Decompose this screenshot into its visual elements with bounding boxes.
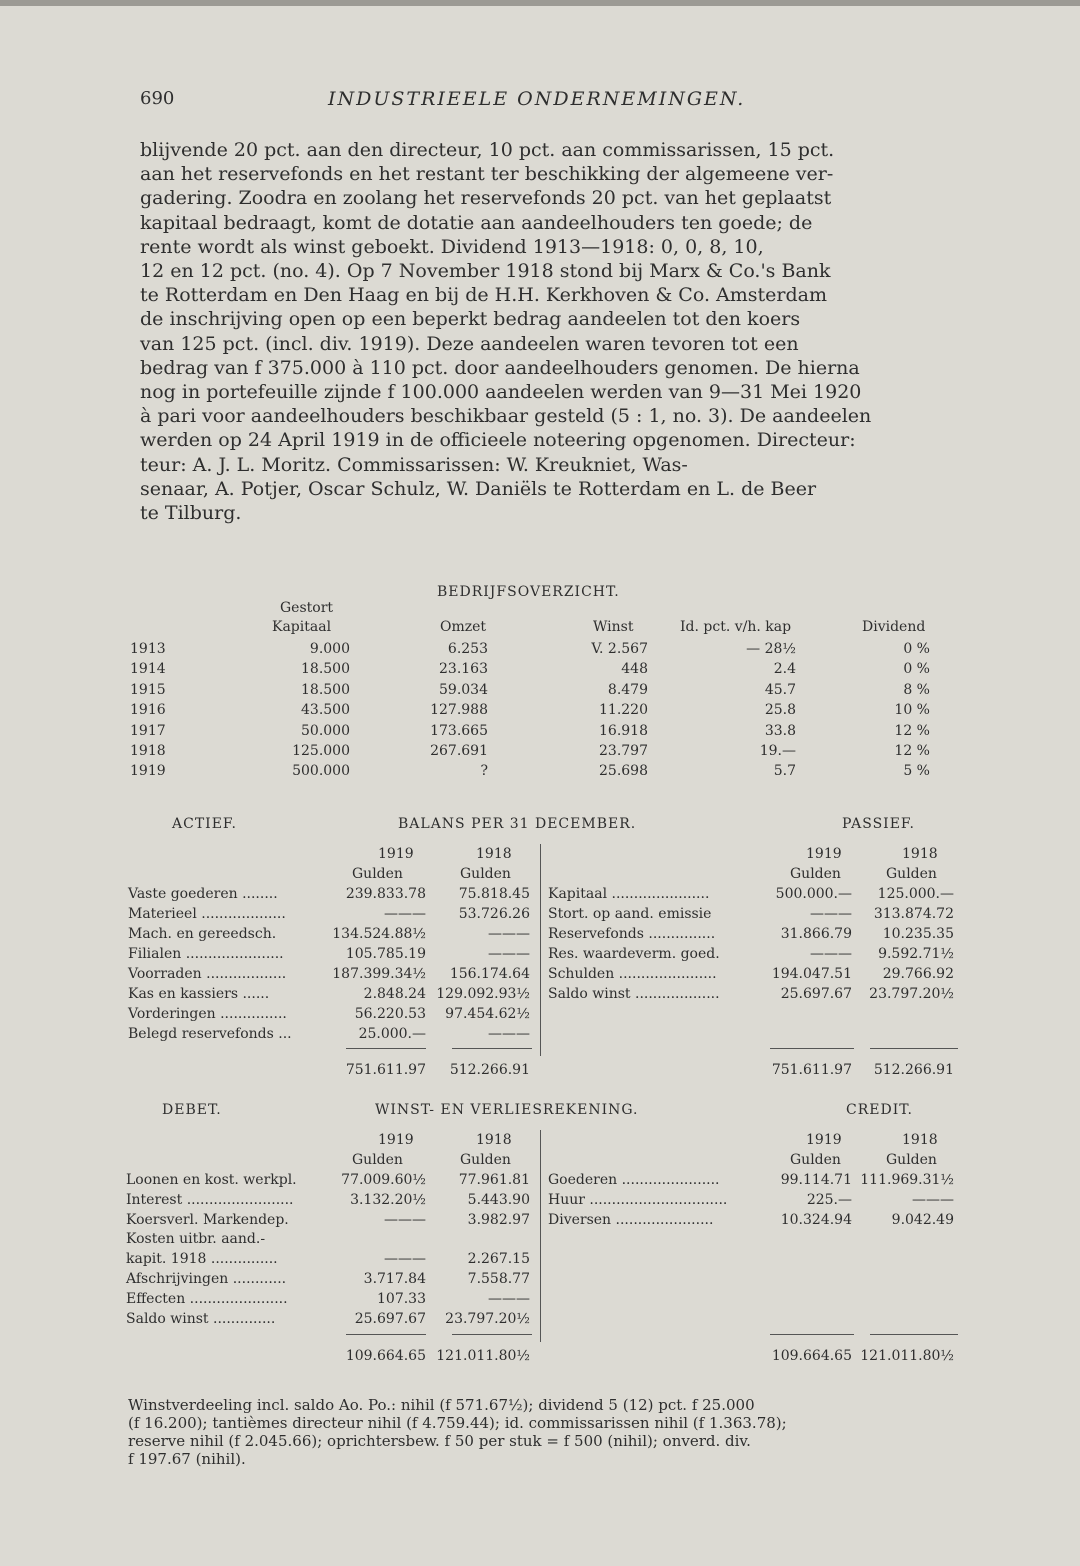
wv-total-credit-1918: 121.011.80½ [860, 1348, 954, 1364]
overzicht-dividend: 5 % [903, 763, 930, 780]
overzicht-winst: 23.797 [599, 743, 648, 759]
overzicht-dividend: 12 % [894, 743, 930, 759]
actief-1918: ——— [488, 946, 530, 962]
passief-1919: ——— [810, 946, 852, 962]
overzicht-dividend: 8 % [903, 681, 930, 698]
debet-label: Koersverl. Markendep. [126, 1211, 289, 1228]
rule [770, 1048, 854, 1049]
overzicht-pct: 45.7 [764, 681, 796, 698]
debet-label: Kosten uitbr. aand.- [126, 1231, 266, 1248]
debet-label: Loonen en kost. werkpl. [126, 1172, 297, 1188]
overzicht-kapitaal: 9.000 [309, 641, 350, 657]
actief-label: Kas en kassiers ...... [128, 986, 270, 1002]
balans-unit-right-1: Gulden [790, 866, 841, 882]
credit-1919: 99.114.71 [780, 1172, 852, 1188]
overzicht-winst: 448 [621, 661, 648, 678]
actief-1918: 53.726.26 [458, 906, 530, 922]
body-line: teur: A. J. L. Moritz. Commissarissen: W. Kreukniet, Was- [140, 453, 688, 476]
passief-label: Schulden ...................... [548, 966, 717, 982]
overzicht-omzet: 127.988 [430, 702, 488, 719]
wv-title: WINST- EN VERLIESREKENING. [375, 1102, 639, 1118]
debet-1918: 7.558.77 [467, 1271, 530, 1287]
wv-total-debet-1919: 109.664.65 [345, 1348, 426, 1364]
overzicht-omzet: ? [480, 763, 488, 780]
wv-year-1919-left: 1919 [378, 1132, 414, 1148]
debet-1919: 3.717.84 [363, 1271, 426, 1287]
overzicht-pct: 25.8 [764, 702, 796, 719]
debet-1919: 3.132.20½ [350, 1191, 426, 1208]
passief-label: Res. waardeverm. goed. [548, 946, 720, 962]
body-line: de inschrijving open op een beperkt bedrag aandeelen tot den koers [140, 308, 801, 331]
debet-1919: ——— [384, 1211, 426, 1228]
actief-1918: ——— [488, 1026, 530, 1042]
debet-1919: 77.009.60½ [341, 1172, 426, 1188]
passief-1919: 25.697.67 [780, 986, 852, 1002]
debet-label: Interest ........................ [126, 1191, 294, 1208]
passief-label: Stort. op aand. emissie [548, 906, 712, 922]
rule [452, 1334, 532, 1335]
balans-passief-head: PASSIEF. [842, 816, 915, 832]
actief-label: Mach. en gereedsch. [128, 926, 277, 942]
balans-unit-right-2: Gulden [886, 866, 937, 882]
debet-1919: 107.33 [377, 1290, 426, 1307]
body-line: à pari voor aandeelhouders beschikbaar gesteld (5 : 1, no. 3). De aandeelen [140, 405, 872, 428]
footer-line: reserve nihil (f 2.045.66); oprichtersbew. f 50 per stuk = f 500 (nihil); onverd. div. [128, 1432, 751, 1450]
actief-1919: 187.399.34½ [332, 966, 426, 982]
body-line: werden op 24 April 1919 in de officieele noteering opgenomen. Directeur: [140, 429, 856, 452]
overzicht-pct: 5.7 [773, 763, 796, 780]
actief-1919: 105.785.19 [345, 946, 426, 962]
body-line: te Tilburg. [140, 502, 242, 525]
overzicht-year: 1917 [130, 722, 166, 739]
passief-1919: 500.000.— [775, 886, 852, 902]
balans-unit-left-2: Gulden [460, 866, 511, 882]
overzicht-winst: 8.479 [607, 681, 648, 698]
overzicht-header-omzet: Omzet [440, 619, 487, 635]
credit-1918: 111.969.31½ [860, 1172, 954, 1188]
credit-label: Diversen ...................... [548, 1211, 714, 1228]
actief-1919: 239.833.78 [345, 886, 426, 902]
footer-line: f 197.67 (nihil). [128, 1450, 246, 1468]
wv-debet-head: DEBET. [162, 1102, 222, 1118]
rule [770, 1334, 854, 1335]
passief-1918: 23.797.20½ [869, 986, 954, 1002]
passief-label: Saldo winst ................... [548, 986, 720, 1002]
running-title: INDUSTRIEELE ONDERNEMINGEN. [328, 88, 746, 110]
rule [870, 1334, 958, 1335]
actief-label: Filialen ...................... [128, 946, 284, 962]
passief-1918: 125.000.— [877, 886, 954, 902]
body-line: 12 en 12 pct. (no. 4). Op 7 November 1918 stond bij Marx & Co.'s Bank [140, 260, 831, 283]
overzicht-winst: V. 2.567 [591, 641, 648, 657]
rule [346, 1048, 426, 1049]
actief-1918: ——— [488, 926, 530, 942]
body-line: bedrag van f 375.000 à 110 pct. door aandeelhouders genomen. De hierna [140, 356, 860, 379]
overzicht-omzet: 173.665 [430, 722, 488, 739]
overzicht-omzet: 23.163 [439, 661, 488, 678]
overzicht-winst: 25.698 [599, 763, 648, 780]
credit-1918: ——— [912, 1191, 954, 1208]
overzicht-year: 1914 [130, 661, 166, 678]
debet-label: Effecten ...................... [126, 1290, 288, 1307]
wv-unit-left-2: Gulden [460, 1152, 511, 1168]
actief-1919: 134.524.88½ [332, 926, 426, 942]
overzicht-winst: 16.918 [599, 722, 648, 739]
passief-1918: 9.592.71½ [878, 946, 954, 962]
balans-total-passief-1918: 512.266.91 [873, 1062, 954, 1078]
overzicht-pct: 2.4 [773, 661, 796, 678]
actief-label: Materieel ................... [128, 906, 286, 922]
passief-label: Reservefonds ............... [548, 926, 716, 942]
rule [870, 1048, 958, 1049]
balans-total-actief-1919: 751.611.97 [345, 1062, 426, 1078]
overzicht-dividend: 0 % [903, 641, 930, 657]
body-line: kapitaal bedraagt, komt de dotatie aan aandeelhouders ten goede; de [140, 211, 813, 234]
overzicht-winst: 11.220 [599, 702, 648, 719]
overzicht-year: 1915 [130, 681, 166, 698]
wv-divider [540, 1130, 541, 1342]
actief-label: Vaste goederen ........ [128, 886, 278, 902]
overzicht-header-winst: Winst [593, 619, 634, 635]
balans-unit-left-1: Gulden [352, 866, 403, 882]
debet-1918: 2.267.15 [467, 1251, 530, 1268]
actief-label: Vorderingen ............... [128, 1006, 287, 1022]
balans-year-1919-right: 1919 [806, 846, 842, 862]
overzicht-kapitaal: 18.500 [301, 661, 350, 678]
actief-1919: 56.220.53 [354, 1006, 426, 1022]
balans-divider [540, 844, 541, 1056]
body-line: rente wordt als winst geboekt. Dividend 1913—1918: 0, 0, 8, 10, [140, 235, 764, 258]
body-line: senaar, A. Potjer, Oscar Schulz, W. Daniëls te Rotterdam en L. de Beer [140, 477, 817, 500]
actief-1918: 156.174.64 [449, 966, 530, 982]
footer-line: Winstverdeeling incl. saldo Ao. Po.: nihil (f 571.67½); dividend 5 (12) pct. f 25.000 [128, 1396, 755, 1414]
debet-1919: 25.697.67 [354, 1310, 426, 1327]
overzicht-kapitaal: 125.000 [292, 743, 350, 759]
wv-total-debet-1918: 121.011.80½ [436, 1348, 530, 1364]
debet-1918: 5.443.90 [467, 1191, 530, 1208]
actief-1919: 25.000.— [358, 1026, 426, 1042]
overzicht-year: 1919 [130, 763, 166, 780]
debet-1918: 3.982.97 [467, 1211, 530, 1228]
actief-label: Voorraden .................. [128, 966, 287, 982]
overzicht-omzet: 6.253 [447, 641, 488, 657]
wv-credit-head: CREDIT. [846, 1102, 913, 1118]
debet-1918: ——— [488, 1290, 530, 1307]
overzicht-year: 1918 [130, 743, 166, 759]
passief-1919: 194.047.51 [771, 966, 852, 982]
overzicht-kapitaal: 500.000 [292, 763, 350, 780]
debet-1918: 77.961.81 [458, 1172, 530, 1188]
passief-1919: ——— [810, 906, 852, 922]
body-line: gadering. Zoodra en zoolang het reservefonds 20 pct. van het geplaatst [140, 187, 832, 210]
overzicht-dividend: 12 % [894, 722, 930, 739]
credit-label: Goederen ...................... [548, 1172, 720, 1188]
wv-unit-right-2: Gulden [886, 1152, 937, 1168]
overzicht-header-dividend: Dividend [862, 619, 926, 635]
wv-year-1918-right: 1918 [902, 1132, 938, 1148]
overzicht-year: 1913 [130, 641, 166, 657]
passief-1918: 313.874.72 [873, 906, 954, 922]
wv-unit-left-1: Gulden [352, 1152, 403, 1168]
wv-total-credit-1919: 109.664.65 [771, 1348, 852, 1364]
balans-total-actief-1918: 512.266.91 [449, 1062, 530, 1078]
body-line: aan het reservefonds en het restant ter beschikking der algemeene ver- [140, 163, 834, 186]
overzicht-year: 1916 [130, 702, 166, 719]
wv-unit-right-1: Gulden [790, 1152, 841, 1168]
overzicht-header-gestort: Gestort [280, 600, 334, 616]
actief-1918: 97.454.62½ [445, 1006, 530, 1022]
actief-1918: 129.092.93½ [436, 986, 530, 1002]
overzicht-dividend: 10 % [894, 702, 930, 719]
page-number: 690 [140, 88, 175, 109]
balans-year-1918-right: 1918 [902, 846, 938, 862]
footer-line: (f 16.200); tantièmes directeur nihil (f 4.759.44); id. commissarissen nihil (f 1.363.78); [128, 1414, 787, 1432]
credit-1918: 9.042.49 [891, 1211, 954, 1228]
overzicht-omzet: 267.691 [430, 743, 488, 759]
body-line: van 125 pct. (incl. div. 1919). Deze aandeelen waren tevoren tot een [140, 332, 799, 355]
wv-year-1919-right: 1919 [806, 1132, 842, 1148]
balans-actief-head: ACTIEF. [172, 816, 237, 832]
overzicht-omzet: 59.034 [439, 681, 488, 698]
credit-1919: 225.— [806, 1191, 852, 1208]
balans-title: BALANS PER 31 DECEMBER. [398, 816, 637, 832]
credit-label: Huur ............................... [548, 1191, 728, 1208]
overzicht-kapitaal: 43.500 [301, 702, 350, 719]
body-line: nog in portefeuille zijnde f 100.000 aandeelen werden van 9—31 Mei 1920 [140, 381, 862, 404]
debet-1919: ——— [384, 1251, 426, 1268]
body-paragraph [140, 138, 970, 525]
overzicht-header-pct: Id. pct. v/h. kap [680, 619, 792, 635]
overzicht-kapitaal: 18.500 [301, 681, 350, 698]
body-line: te Rotterdam en Den Haag en bij de H.H. Kerkhoven & Co. Amsterdam [140, 284, 827, 307]
debet-label: Afschrijvingen ............ [126, 1271, 287, 1287]
passief-1918: 29.766.92 [882, 966, 954, 982]
credit-1919: 10.324.94 [780, 1211, 852, 1228]
wv-year-1918-left: 1918 [476, 1132, 512, 1148]
debet-1918: 23.797.20½ [445, 1310, 530, 1327]
overzicht-pct: 19.— [759, 743, 796, 759]
overzicht-dividend: 0 % [903, 661, 930, 678]
passief-1919: 31.866.79 [780, 926, 852, 942]
actief-1918: 75.818.45 [458, 886, 530, 902]
actief-1919: 2.848.24 [363, 986, 426, 1002]
overzicht-header-kapitaal: Kapitaal [272, 619, 332, 635]
overzicht-pct: 33.8 [764, 722, 796, 739]
rule [452, 1048, 532, 1049]
passief-1918: 10.235.35 [882, 926, 954, 942]
overzicht-title: BEDRIJFSOVERZICHT. [437, 584, 620, 600]
overzicht-pct: — 28½ [746, 641, 796, 657]
debet-label: Saldo winst .............. [126, 1310, 276, 1327]
debet-label: kapit. 1918 ............... [126, 1251, 278, 1268]
balans-year-1919-left: 1919 [378, 846, 414, 862]
rule [346, 1334, 426, 1335]
passief-label: Kapitaal ...................... [548, 886, 710, 902]
body-line: blijvende 20 pct. aan den directeur, 10 pct. aan commissarissen, 15 pct. [140, 139, 835, 161]
balans-total-passief-1919: 751.611.97 [771, 1062, 852, 1078]
document-page [0, 6, 1080, 1566]
balans-year-1918-left: 1918 [476, 846, 512, 862]
actief-label: Belegd reservefonds ... [128, 1026, 292, 1042]
overzicht-kapitaal: 50.000 [301, 722, 350, 739]
actief-1919: ——— [384, 906, 426, 922]
footer-paragraph [128, 1396, 787, 1468]
